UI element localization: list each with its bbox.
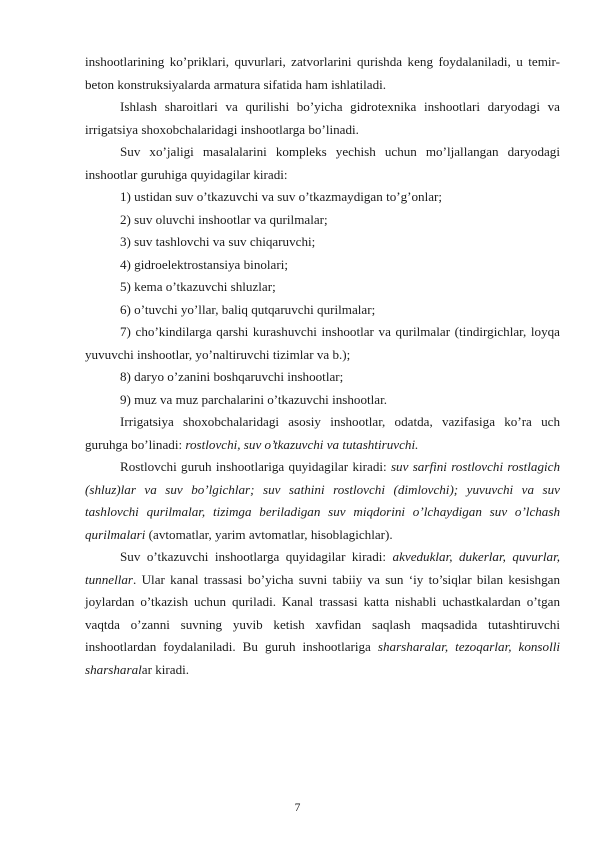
list-item: 6) o’tuvchi yo’llar, baliq qutqaruvchi qurilmalar; [120, 301, 376, 317]
irrigation-groups: rostlovchi, suv o’tkazuvchi va tutashtiruvchi. [185, 436, 419, 452]
paragraph-classification: Ishlash sharoitlari va qurilishi bo’yicha gidrotexnika inshootlari daryodagi va irrigatsiya shoxobchalaridagi inshootlarga bo’linadi. [85, 99, 560, 137]
paragraph-conveying [85, 546, 560, 681]
list-item: 4) gidroelektrostansiya binolari; [120, 256, 288, 272]
list-item: 3) suv tashlovchi va suv chiqaruvchi; [120, 234, 316, 249]
page-body [85, 51, 560, 681]
list-item: 8) daryo o’zanini boshqaruvchi inshootlar; [120, 369, 344, 384]
conveying-tail: ar kiradi. [141, 661, 190, 677]
conveying-items: akveduklar, dukerlar, quvurlar, tunnellar [85, 549, 560, 587]
paragraph-river-structures: Suv xo’jaligi masalalarini kompleks yechish uchun mo’ljallangan daryodagi inshootlar guruhiga quyidagilar kiradi: [85, 144, 560, 182]
paragraph-regulating [85, 456, 560, 546]
paragraph-continued: inshootlarining ko’priklari, quvurlari, zatvorlarini qurishda keng foydalaniladi, u temir-beton konstruksiyalarda armatura sifatida ham ishlatiladi. [85, 54, 560, 92]
list-item: 2) suv oluvchi inshootlar va qurilmalar; [120, 211, 328, 227]
page-number: 7 [294, 802, 301, 814]
regulating-tail: (avtomatlar, yarim avtomatlar, hisoblagichlar). [145, 526, 393, 542]
regulating-items: suv sarfini rostlovchi rostlagich (shluz)lar va suv bo’lgichlar; suv sathini rostlovchi (dimlovchi); yuvuvchi va suv tashlovchi qurilmalar, tizimga beriladigan suv miqdorini o’lchaydigan suv o’lchash qurilmalari [85, 459, 560, 542]
list-item: 1) ustidan suv o’tkazuvchi va suv o’tkazmaydigan to’g’onlar; [120, 189, 443, 204]
conveying-text2: . Ular kanal trassasi bo’yicha suvni tabiiy va sun ‘iy to’siqlar bilan kesishgan joylardan o’tkazish uchun quriladi. Kanal trassasi katta nishabli uchastkalardan o’tgan vaqtda o’zanni suvning yuvib ketish xavfidan saqlash maqsadida tutashtiruvchi inshootlardan foydalaniladi. Bu guruh inshootlariga [85, 571, 560, 654]
paragraph-irrigation [85, 411, 560, 456]
conveying-items2: sharsharalar, tezoqarlar, konsolli sharsharal [85, 639, 560, 677]
regulating-text: Rostlovchi guruh inshootlariga quyidagilar kiradi: [120, 459, 391, 474]
conveying-text: Suv o’tkazuvchi inshootlarga quyidagilar kiradi: [120, 549, 393, 564]
list-item: 9) muz va muz parchalarini o’tkazuvchi inshootlar. [120, 391, 388, 407]
list-item: 5) kema o’tkazuvchi shluzlar; [120, 279, 276, 294]
list-item: 7) cho’kindilarga qarshi kurashuvchi inshootlar va qurilmalar (tindirgichlar, loyqa yuvuvchi inshootlar, yo’naltiruvchi tizimlar va b.); [85, 324, 560, 362]
irrigation-text: Irrigatsiya shoxobchalaridagi asosiy inshootlar, odatda, vazifasiga ko’ra uch guruhga bo’linadi: [85, 414, 560, 452]
